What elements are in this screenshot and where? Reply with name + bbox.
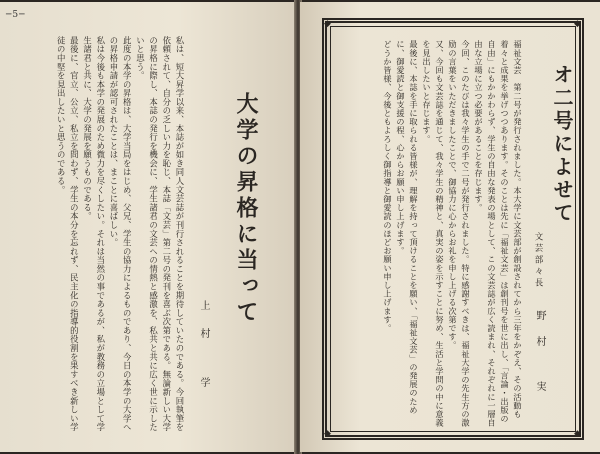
frame-corner-ornament-icon: ◆ [324,19,331,29]
left-article-title: 大学の昇格に当って [233,92,258,326]
frame-corner-ornament-icon: ◆ [324,429,331,439]
left-article-author: 上村 学 [198,300,209,406]
page-number: ─5─ [6,10,26,20]
right-article-author-role: 文芸部々長 [533,232,543,290]
right-article-title: オ二号によせて [550,64,574,225]
frame-corner-ornament-icon: ◆ [574,19,581,29]
right-article-author-name: 野村 実 [534,310,545,408]
left-article-body: 私は、短大昇学以来、本誌が如き同人文芸誌が刊行されることを期待していたのである。今回執筆を依頼されて、自分の乏しい力を恥じ、本誌「文芸」第二号の発刊を喜ぶ次第である。無論新しい大学の昇格に際し、本誌の発行を機会に、学生諸君の文芸への情熱と感激を、私共と共に広く世に示したいと思う。 此度の本学の昇格は、大学当局をはじめ、父兄、学生の協力によるものであり、今日の本学の大学への昇格申請が認可されたことは、まことに喜ばしい。 私は今後も本学の発展のため微力を尽くしたい。それは当然の事であるが、私が教務の立場として学生諸君と共に、大学の発展を願うものである。 最後に、官立、公立、私立を問わず、学生の本分を忘れず、民主化の指導的役割を果すべき新しい学徒の中堅を見出したいと思うのである。 [56,36,185,432]
right-article-body: 福祉文芸 第二号が発行されました。本大学に文芸部が創設されてから三年をかぞえ、その活動も着々と成果を挙げつつあります。そのことは先に「福祉文芸」は創刊号を世に出し、「言論・出版の自由」にもかかわらず、学生の自由な発表の場として、この文芸誌が広く読まれ、それぞれに一層自由な立場に立つ必要があることを存じます。 今回、このたびは我々学生の手で二号が発行されました。特に感謝すべきは、福祉大学の先生方の激励の言葉をいただきましたことで、御協力に心からお礼を申し上げる次第です。 又、今回も文芸誌を通じて、我々学生の精神と、真実の姿を示すことに努め、生活と学問の中に意義を見出したいと存じます。 最後に、本誌を手に取られる皆様が、理解を持って頂けることを願い、「福祉文芸」の発展のために、御愛読と御支援の程、心からお願い申し上げます。 どうか皆様、今後ともよろしく御指導と御愛読のほどお願い申し上げます。 [383,40,523,427]
frame-corner-ornament-icon: ◆ [574,429,581,439]
